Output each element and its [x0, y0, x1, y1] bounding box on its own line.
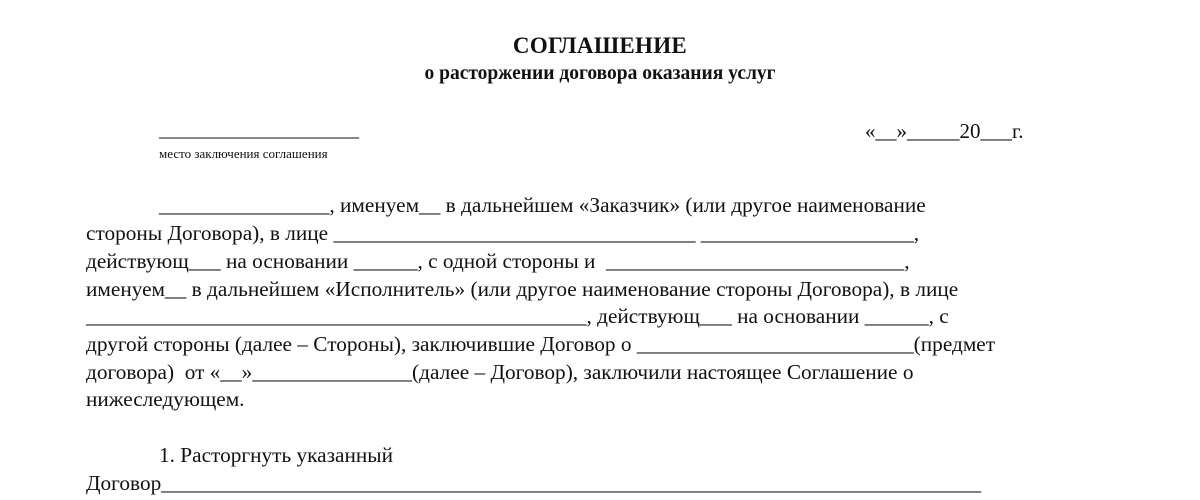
date-blank-line: «__»_____20___г.	[865, 119, 1024, 143]
body-line-6: другой стороны (далее – Стороны), заключившие Договор о __________________________(предмет	[86, 332, 996, 356]
body-line-4: именуем__ в дальнейшем «Исполнитель» (или другое наименование стороны Договора), в лице	[86, 277, 959, 301]
body-line-2: стороны Договора), в лице __________________________________ ____________________,	[86, 221, 920, 245]
clause-1-line-2: Договор_____________________________________________________________________________	[86, 471, 982, 495]
body-line-1: ________________, именуем__ в дальнейшем «Заказчик» (или другое наименование	[159, 193, 926, 217]
body-line-7: договора) от «__»_______________(далее – Договор), заключили настоящее Соглашение о	[86, 360, 914, 384]
document-title: СОГЛАШЕНИЕ	[512, 33, 688, 58]
clause-1-line-1: 1. Расторгнуть указанный	[159, 443, 393, 467]
body-line-5: _______________________________________________, действующ___ на основании ______, с	[86, 304, 949, 328]
place-caption: место заключения соглашения	[159, 146, 328, 161]
body-line-8: нижеследующем.	[86, 387, 245, 411]
body-line-3: действующ___ на основании ______, с одной стороны и ____________________________,	[86, 249, 910, 273]
place-blank-line: ____________________	[159, 119, 359, 141]
document-subtitle: о расторжении договора оказания услуг	[424, 63, 776, 84]
